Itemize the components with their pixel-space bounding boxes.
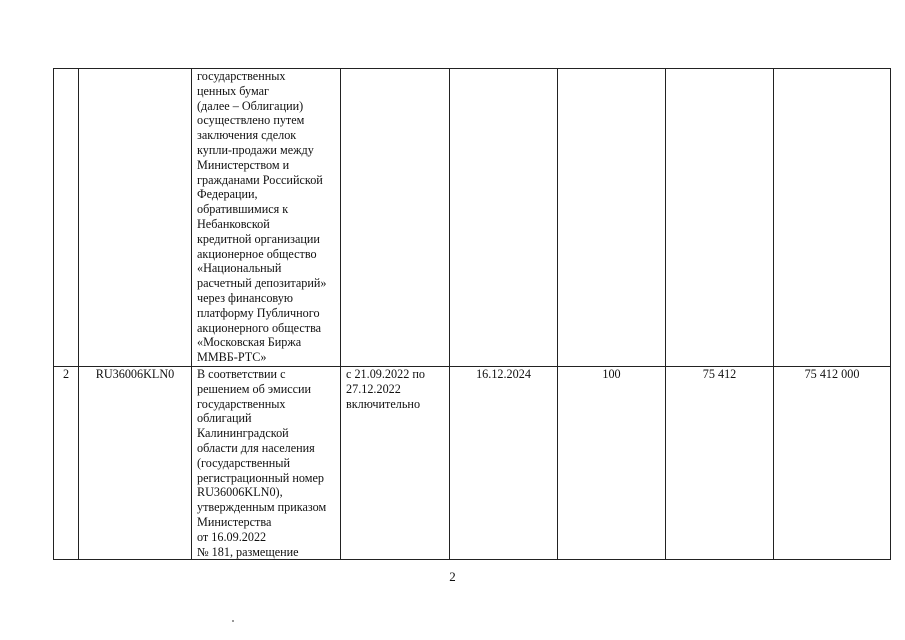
description-line: «Национальный (197, 261, 282, 276)
description-line: Министерства (197, 514, 272, 529)
placement-period-cell (341, 69, 450, 367)
nominal-cell (558, 69, 666, 367)
description-line: облигаций (197, 411, 252, 426)
description-line: ММВБ-РТС» (197, 350, 267, 365)
quantity-cell (666, 69, 774, 367)
description-text (192, 367, 340, 559)
description-line: RU36006KLN0), (197, 485, 283, 500)
description-line: обратившимися к (197, 202, 289, 217)
table-row (54, 69, 891, 367)
period-line: с 21.09.2022 по (346, 367, 425, 381)
period-line: 27.12.2022 (346, 381, 401, 396)
description-line: (далее – Облигации) (197, 98, 304, 113)
maturity-date-cell (450, 69, 558, 367)
description-line: решением об эмиссии (197, 381, 312, 396)
description-line: от 16.09.2022 (197, 529, 267, 544)
amount-cell: 75 412 000 (774, 367, 891, 560)
description-cell (192, 367, 341, 560)
description-line: акционерное общество (197, 246, 317, 261)
bond-placement-table (53, 68, 891, 560)
description-line: Министерством и (197, 157, 290, 172)
description-line: платформу Публичного (197, 305, 320, 320)
nominal-cell: 100 (558, 367, 666, 560)
table-row (54, 367, 891, 560)
description-line: Небанковской (197, 216, 270, 231)
description-line: Калининградской (197, 426, 289, 441)
description-line: № 181, размещение (197, 544, 299, 559)
bond-code-cell (79, 69, 192, 367)
description-line: «Московская Биржа (197, 335, 302, 350)
scan-speck (232, 620, 234, 622)
description-line: В соответствии с (197, 367, 286, 381)
description-line: (государственный (197, 455, 291, 470)
period-line: включительно (346, 396, 421, 411)
description-line: государственных (197, 69, 286, 83)
description-line: расчетный депозитарий» (197, 276, 327, 291)
description-line: утвержденным приказом (197, 500, 327, 515)
description-line: государственных (197, 396, 286, 411)
placement-period-text (341, 367, 449, 411)
description-line: акционерного общества (197, 320, 322, 335)
description-line: купли-продажи между (197, 142, 314, 157)
description-line: кредитной организации (197, 231, 320, 246)
description-line: гражданами Российской (197, 172, 323, 187)
description-line: регистрационный номер (197, 470, 324, 485)
amount-cell (774, 69, 891, 367)
description-line: заключения сделок (197, 128, 297, 143)
row-number-cell (54, 69, 79, 367)
placement-period-cell (341, 367, 450, 560)
description-cell (192, 69, 341, 367)
description-line: через финансовую (197, 290, 293, 305)
description-line: области для населения (197, 440, 315, 455)
quantity-cell: 75 412 (666, 367, 774, 560)
maturity-date-cell: 16.12.2024 (450, 367, 558, 560)
description-line: осуществлено путем (197, 113, 305, 128)
description-line: Федерации, (197, 187, 258, 202)
bond-code-cell: RU36006KLN0 (79, 367, 192, 560)
description-line: ценных бумаг (197, 83, 270, 98)
row-number-cell: 2 (54, 367, 79, 560)
description-text (192, 69, 340, 365)
page-number: 2 (449, 569, 456, 584)
